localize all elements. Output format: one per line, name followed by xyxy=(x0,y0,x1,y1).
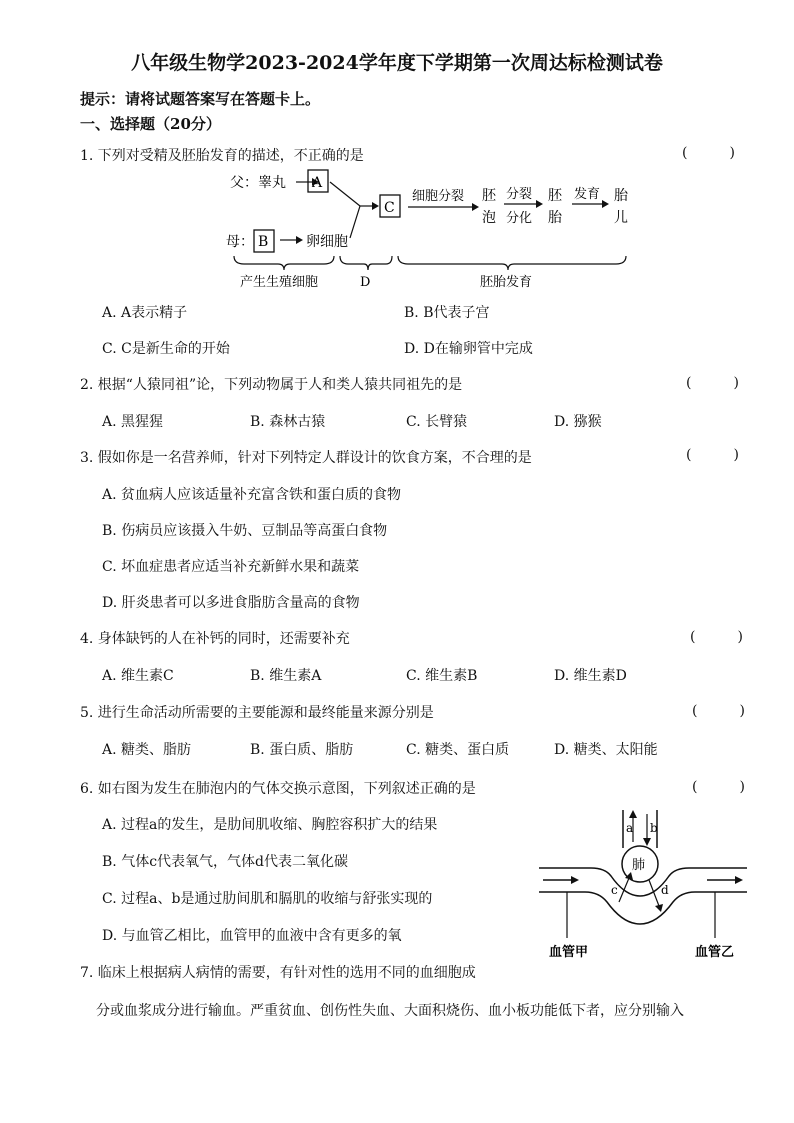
box-b-label: B xyxy=(258,234,269,250)
section-heading: 一、选择题（20分） xyxy=(80,115,221,133)
question-6-answer-paren: ( ) xyxy=(692,779,745,795)
brace-embryo-development xyxy=(398,256,626,270)
fetus-label-1: 胎 xyxy=(614,188,628,204)
q1-option-d: D. D在输卵管中完成 xyxy=(404,341,533,357)
q6-option-a: A. 过程a的发生，是肋间肌收缩、胸腔容积扩大的结果 xyxy=(102,817,438,833)
join-line-top xyxy=(330,182,360,206)
label-b: b xyxy=(650,821,658,835)
question-7-stem-line2: 分或血浆成分进行输血。严重贫血、创伤性失血、大面积烧伤、血小板功能低下者，应分别输入 xyxy=(96,1003,684,1019)
q3-option-c: C. 坏血症患者应适当补充新鲜水果和蔬菜 xyxy=(102,559,360,575)
q2-option-b: B. 森林古猿 xyxy=(250,414,326,430)
q5-option-b: B. 蛋白质、脂肪 xyxy=(250,742,354,758)
q2-option-c: C. 长臂猿 xyxy=(406,414,468,430)
vessel-a-label: 血管甲 xyxy=(549,945,589,960)
fetus-label-2: 儿 xyxy=(614,210,628,226)
question-2-answer-paren: ( ) xyxy=(686,375,739,391)
join-line-bottom xyxy=(350,206,360,238)
differentiate-label: 分化 xyxy=(506,211,533,226)
blastocyst-label-1: 胚 xyxy=(482,188,496,204)
label-a: a xyxy=(626,821,634,835)
q3-option-a: A. 贫血病人应该适量补充富含铁和蛋白质的食物 xyxy=(102,487,402,503)
question-1-stem: 1. 下列对受精及胚胎发育的描述，不正确的是 xyxy=(80,148,364,164)
egg-label: 卵细胞 xyxy=(306,234,348,250)
question-3-stem: 3. 假如你是一名营养师，针对下列特定人群设计的饮食方案，不合理的是 xyxy=(80,450,532,466)
q1-option-a: A. A表示精子 xyxy=(102,305,188,321)
alveolus-label: 肺 xyxy=(632,858,646,873)
q2-option-a: A. 黑猩猩 xyxy=(102,414,164,430)
q1-option-b: B. B代表子宫 xyxy=(404,305,490,321)
vessel-b-label: 血管乙 xyxy=(695,945,735,960)
father-label: 父：睾丸 xyxy=(230,175,286,191)
q3-option-d: D. 肝炎患者可以多进食脂肪含量高的食物 xyxy=(102,595,360,611)
q4-option-c: C. 维生素B xyxy=(406,668,478,684)
q3-option-b: B. 伤病员应该摄入牛奶、豆制品等高蛋白食物 xyxy=(102,523,388,539)
hint-text: 提示：请将试题答案写在答题卡上。 xyxy=(80,90,321,108)
q4-option-d: D. 维生素D xyxy=(554,668,627,684)
label-d: d xyxy=(661,883,669,897)
brace-d xyxy=(340,256,392,270)
question-5-stem: 5. 进行生命活动所需要的主要能源和最终能量来源分别是 xyxy=(80,705,434,721)
develop-label: 发育 xyxy=(574,187,601,202)
question-6-stem: 6. 如右图为发生在肺泡内的气体交换示意图，下列叙述正确的是 xyxy=(80,781,476,797)
question-5-answer-paren: ( ) xyxy=(692,703,745,719)
mother-label: 母： xyxy=(226,234,254,250)
label-c: c xyxy=(611,883,618,897)
embryo-label-2: 胎 xyxy=(548,210,562,226)
split-label: 分裂 xyxy=(506,187,533,202)
fertilization-diagram xyxy=(220,160,640,295)
q5-option-d: D. 糖类、太阳能 xyxy=(554,742,658,758)
q2-option-d: D. 猕猴 xyxy=(554,414,602,430)
box-c-label: C xyxy=(384,200,395,216)
q5-option-c: C. 糖类、蛋白质 xyxy=(406,742,510,758)
q4-option-a: A. 维生素C xyxy=(102,668,174,684)
q6-option-c: C. 过程a、b是通过肋间肌和膈肌的收缩与舒张实现的 xyxy=(102,891,433,907)
vessel-bottom-wall xyxy=(539,892,747,924)
question-7-stem-line1: 7. 临床上根据病人病情的需要，有针对性的选用不同的血细胞成 xyxy=(80,965,476,981)
arrow-c xyxy=(619,878,629,902)
brace-d-label: D xyxy=(360,275,371,290)
cell-division-label: 细胞分裂 xyxy=(412,189,465,204)
embryo-label-1: 胚 xyxy=(548,188,562,204)
q1-option-c: C. C是新生命的开始 xyxy=(102,341,230,357)
question-4-stem: 4. 身体缺钙的人在补钙的同时，还需要补充 xyxy=(80,631,350,647)
brace-embryo-label: 胚胎发育 xyxy=(480,275,533,290)
alveolus-gas-exchange-diagram xyxy=(535,810,765,962)
q6-option-b: B. 气体c代表氧气，气体d代表二氧化碳 xyxy=(102,854,348,870)
page-title: 八年级生物学2023-2024学年度下学期第一次周达标检测试卷 xyxy=(131,52,663,74)
question-1-answer-paren: ( ) xyxy=(682,145,735,161)
q5-option-a: A. 糖类、脂肪 xyxy=(102,742,192,758)
question-3-answer-paren: ( ) xyxy=(686,447,739,463)
box-a-label: A xyxy=(312,175,323,191)
q6-option-d: D. 与血管乙相比，血管甲的血液中含有更多的氧 xyxy=(102,928,402,944)
brace-germ-cells xyxy=(234,256,334,270)
question-2-stem: 2. 根据“人猿同祖”论，下列动物属于人和类人猿共同祖先的是 xyxy=(80,377,463,393)
brace-germ-cells-label: 产生生殖细胞 xyxy=(240,275,319,290)
blastocyst-label-2: 泡 xyxy=(482,210,496,226)
question-4-answer-paren: ( ) xyxy=(690,629,743,645)
q4-option-b: B. 维生素A xyxy=(250,668,322,684)
